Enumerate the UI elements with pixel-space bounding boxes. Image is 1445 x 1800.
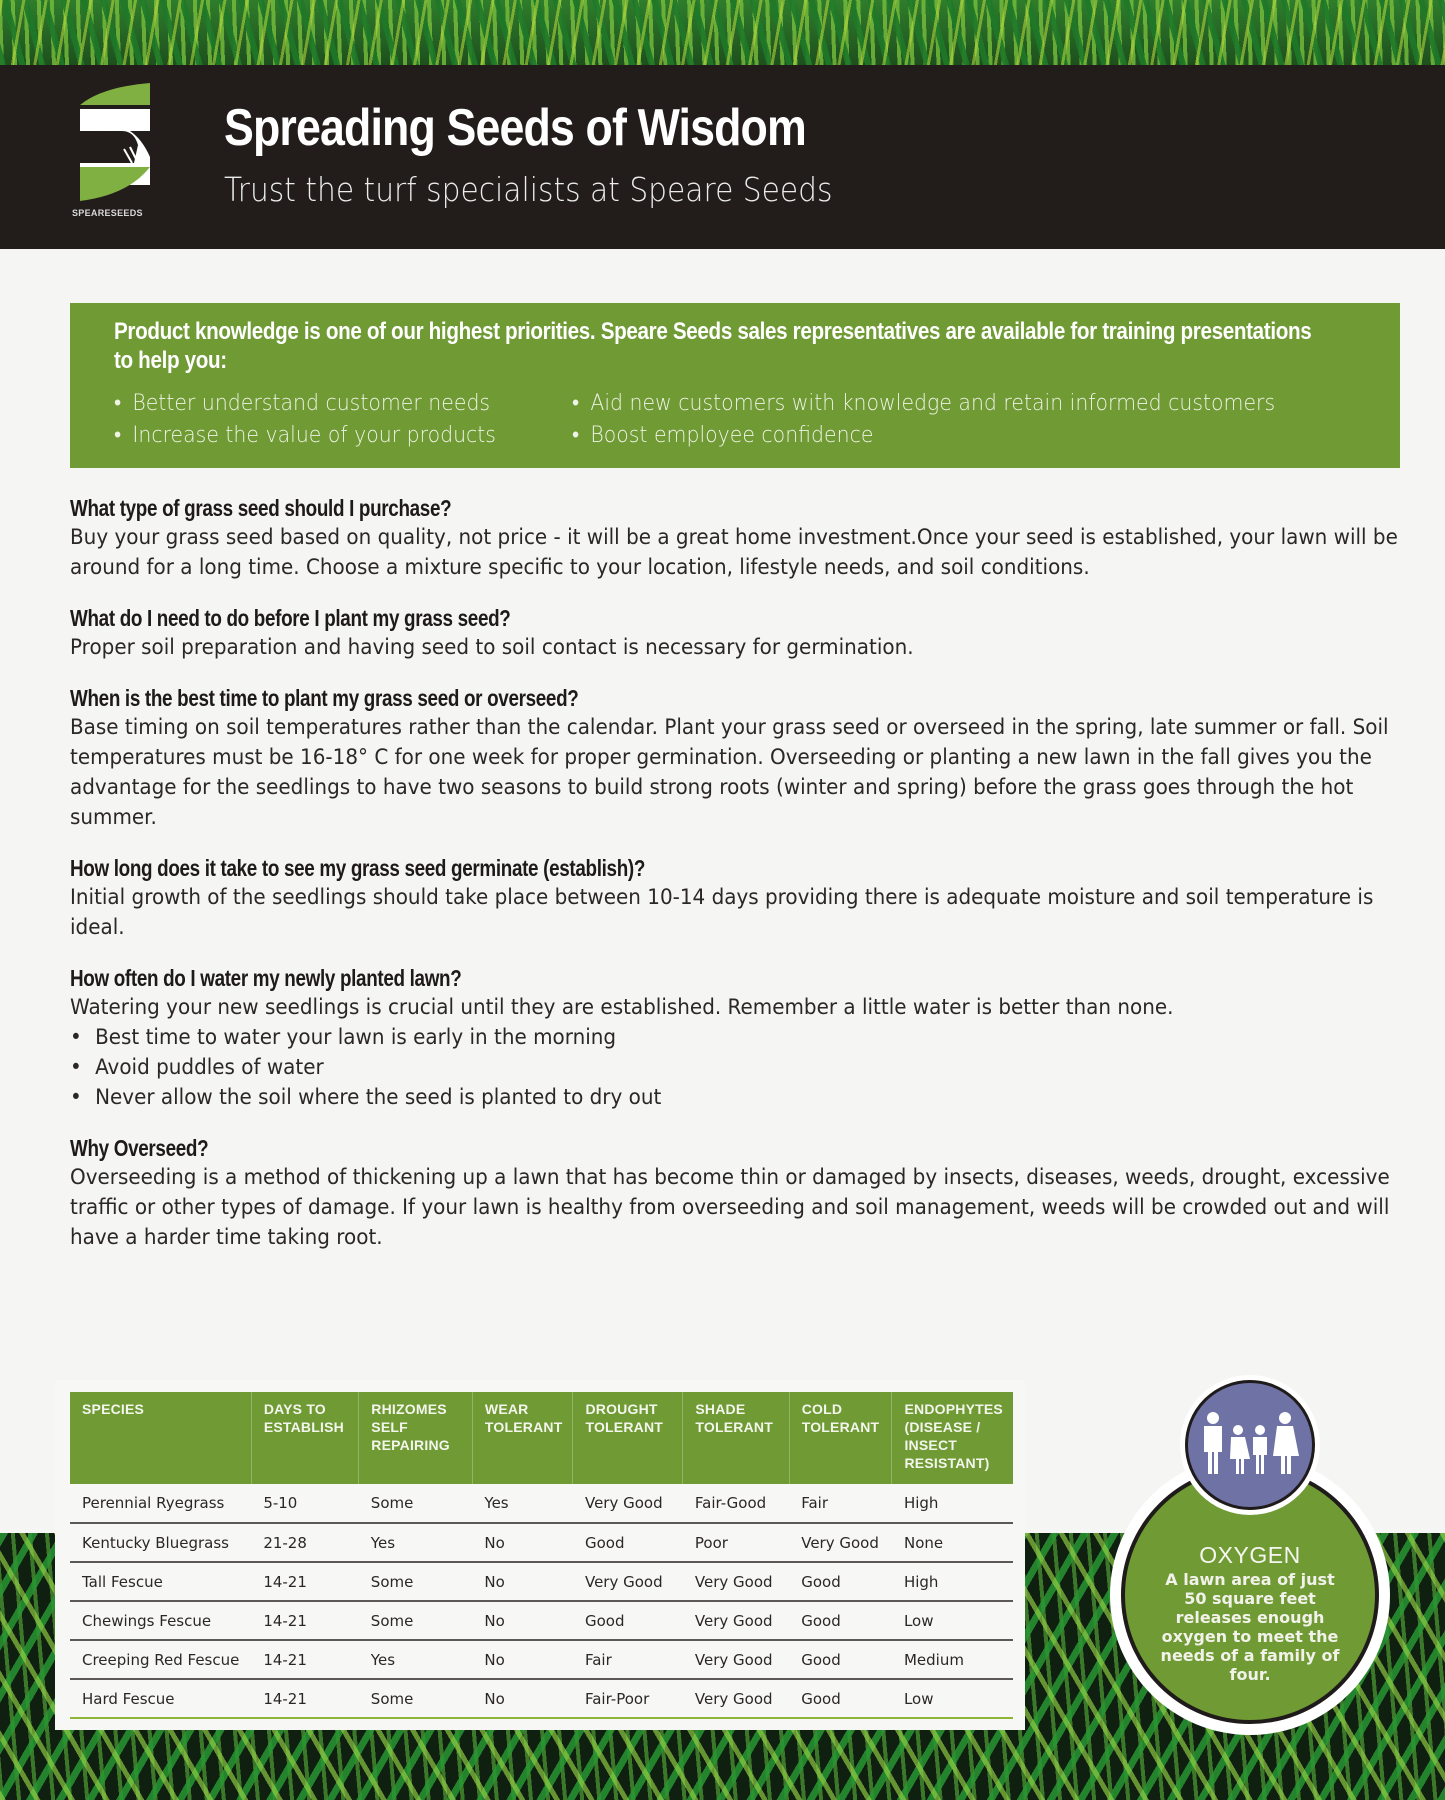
table-cell: Poor — [683, 1523, 789, 1562]
table-cell: Very Good — [683, 1601, 789, 1640]
table-cell: 14-21 — [251, 1601, 358, 1640]
faq-item-watering — [70, 964, 1410, 1112]
table-cell: Low — [892, 1679, 1013, 1718]
column-header: RHIZOMES SELF REPAIRING — [359, 1392, 473, 1484]
table-row — [70, 1484, 1013, 1523]
logo-s-icon — [72, 83, 152, 201]
table-cell: Fair-Poor — [573, 1679, 683, 1718]
column-header: DAYS TO ESTABLISH — [251, 1392, 358, 1484]
faq-question: How long does it take to see my grass seed germinate (establish)? — [70, 855, 646, 881]
table-row — [70, 1640, 1013, 1679]
table-cell: 5-10 — [251, 1484, 358, 1523]
table-cell: Kentucky Bluegrass — [70, 1523, 251, 1562]
table-cell: Fair — [573, 1640, 683, 1679]
table-cell: High — [892, 1484, 1013, 1523]
table-cell: Good — [789, 1679, 892, 1718]
column-header: ENDOPHYTES (DISEASE / INSECT RESISTANT) — [892, 1392, 1013, 1484]
family-badge — [1180, 1375, 1320, 1515]
faq-item-overseed — [70, 1134, 1410, 1252]
table-cell: Creeping Red Fescue — [70, 1640, 251, 1679]
oxygen-badge-title: OXYGEN — [1199, 1542, 1301, 1568]
column-header: WEAR TOLERANT — [472, 1392, 573, 1484]
column-header: DROUGHT TOLERANT — [573, 1392, 683, 1484]
table-row — [70, 1679, 1013, 1718]
faq-answer: Overseeding is a method of thickening up a lawn that has become thin or damaged by insects, diseases, weeds, drought, excessive traffic or other types of damage. If your lawn is healthy from overseeding and soil management, weeds will be crowded out and will have a harder time taking root. — [70, 1165, 1390, 1249]
faq-answer: Buy your grass seed based on quality, not price - it will be a great home investment.Once your seed is established, your lawn will be around for a long time. Choose a mixture specific to your location, lifestyle needs, and soil conditions. — [70, 525, 1398, 579]
table-cell: Good — [789, 1562, 892, 1601]
table-cell: Some — [359, 1562, 473, 1601]
training-promo-box — [70, 303, 1400, 468]
faq-answer: Watering your new seedlings is crucial until they are established. Remember a little water is better than none. — [70, 995, 1174, 1019]
speare-seeds-logo — [72, 83, 152, 218]
promo-bullet: • Aid new customers with knowledge and retain informed customers — [572, 389, 1279, 419]
faq-section — [70, 494, 1410, 1274]
table-cell: Low — [892, 1601, 1013, 1640]
table-cell: No — [472, 1562, 573, 1601]
watering-tip: • Best time to water your lawn is early in the morning — [70, 1022, 1343, 1052]
faq-question: Why Overseed? — [70, 1135, 209, 1161]
table-cell: Fair — [789, 1484, 892, 1523]
watering-tip: • Never allow the soil where the seed is planted to dry out — [70, 1082, 1343, 1112]
table-cell: No — [472, 1523, 573, 1562]
promo-bullet-list — [114, 389, 1332, 451]
species-table-card — [55, 1380, 1025, 1730]
table-cell: Very Good — [683, 1562, 789, 1601]
table-cell: Yes — [359, 1523, 473, 1562]
grass-banner-top — [0, 0, 1445, 66]
table-cell: Some — [359, 1601, 473, 1640]
table-cell: Hard Fescue — [70, 1679, 251, 1718]
promo-bullet: • Boost employee confidence — [572, 421, 1279, 451]
column-header: COLD TOLERANT — [789, 1392, 892, 1484]
table-cell: 21-28 — [251, 1523, 358, 1562]
table-cell: Very Good — [573, 1484, 683, 1523]
faq-item-timing — [70, 684, 1410, 832]
faq-answer: Proper soil preparation and having seed to soil contact is necessary for germination. — [70, 635, 914, 659]
family-of-four-icon — [1200, 1410, 1300, 1480]
table-row — [70, 1562, 1013, 1601]
faq-item-purchase — [70, 494, 1410, 582]
page-subtitle: Trust the turf specialists at Speare Seeds — [224, 170, 833, 209]
table-cell: Very Good — [683, 1640, 789, 1679]
table-cell: High — [892, 1562, 1013, 1601]
table-cell: Very Good — [573, 1562, 683, 1601]
table-cell: Some — [359, 1679, 473, 1718]
faq-answer: Initial growth of the seedlings should take place between 10-14 days providing there is adequate moisture and soil temperature is ideal. — [70, 885, 1374, 939]
faq-question: What do I need to do before I plant my grass seed? — [70, 605, 511, 631]
logo-wordmark: SPEARESEEDS — [72, 208, 143, 218]
table-cell: Good — [789, 1640, 892, 1679]
faq-question: What type of grass seed should I purchase? — [70, 495, 452, 521]
faq-answer: Base timing on soil temperatures rather than the calendar. Plant your grass seed or overseed in the spring, late summer or fall. Soil temperatures must be 16-18° C for one week for proper germination. Overseeding or planting a new lawn in the fall gives you the advantage for the seedlings to have two seasons to build strong roots (winter and spring) before the grass goes through the hot summer. — [70, 715, 1389, 829]
faq-question: When is the best time to plant my grass seed or overseed? — [70, 685, 579, 711]
table-row — [70, 1601, 1013, 1640]
oxygen-badge-text: A lawn area of just 50 square feet releases enough oxygen to meet the needs of a family of four. — [1160, 1570, 1340, 1684]
column-header: SPECIES — [70, 1392, 251, 1484]
table-cell: Good — [573, 1523, 683, 1562]
table-cell: Very Good — [789, 1523, 892, 1562]
table-cell: Fair-Good — [683, 1484, 789, 1523]
table-cell: Medium — [892, 1640, 1013, 1679]
table-cell: Good — [789, 1601, 892, 1640]
table-cell: Perennial Ryegrass — [70, 1484, 251, 1523]
table-row — [70, 1523, 1013, 1562]
table-cell: None — [892, 1523, 1013, 1562]
family-badge-circle — [1185, 1380, 1315, 1510]
watering-tips-list — [70, 1022, 1410, 1112]
table-cell: Tall Fescue — [70, 1562, 251, 1601]
table-cell: Very Good — [683, 1679, 789, 1718]
faq-item-germination — [70, 854, 1410, 942]
table-cell: No — [472, 1640, 573, 1679]
table-header-row — [70, 1392, 1013, 1484]
table-cell: 14-21 — [251, 1679, 358, 1718]
faq-item-preparation — [70, 604, 1410, 662]
page-title: Spreading Seeds of Wisdom — [224, 99, 806, 157]
table-cell: 14-21 — [251, 1640, 358, 1679]
table-cell: Good — [573, 1601, 683, 1640]
promo-bullet: • Increase the value of your products — [114, 421, 540, 451]
watering-tip: • Avoid puddles of water — [70, 1052, 1343, 1082]
faq-question: How often do I water my newly planted lawn? — [70, 965, 462, 991]
table-cell: No — [472, 1679, 573, 1718]
table-cell: 14-21 — [251, 1562, 358, 1601]
table-cell: No — [472, 1601, 573, 1640]
table-cell: Yes — [359, 1640, 473, 1679]
promo-lead-text: Product knowledge is one of our highest priorities. Speare Seeds sales representatives are available for training presentations to help you: — [114, 318, 1312, 374]
table-cell: Chewings Fescue — [70, 1601, 251, 1640]
promo-bullet: • Better understand customer needs — [114, 389, 540, 419]
table-cell: Some — [359, 1484, 473, 1523]
table-cell: Yes — [472, 1484, 573, 1523]
species-comparison-table — [70, 1392, 1013, 1719]
column-header: SHADE TOLERANT — [683, 1392, 789, 1484]
